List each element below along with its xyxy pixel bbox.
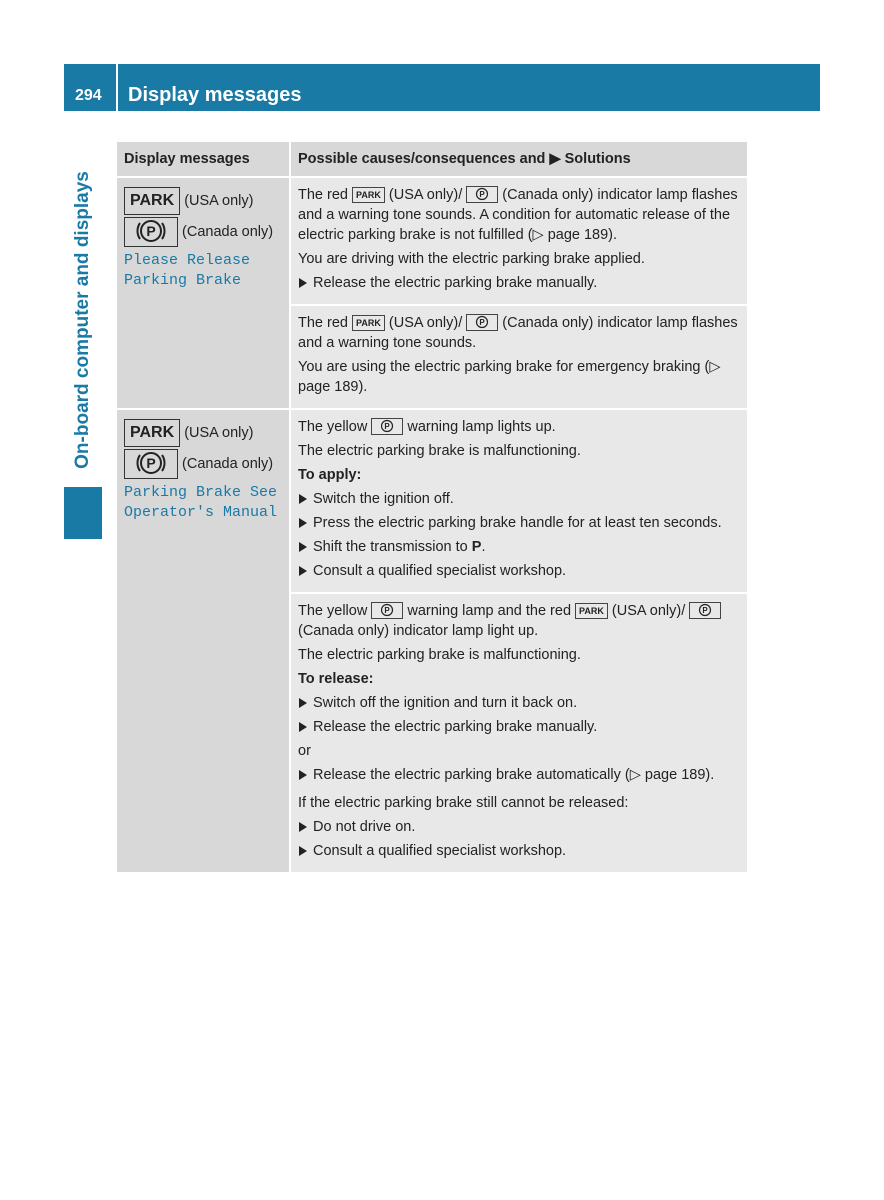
cause-text: If the electric parking brake still cannot be released: (298, 795, 629, 811)
svg-text:P: P (702, 606, 708, 615)
svg-text:P: P (384, 422, 391, 431)
park-small-icon: PARK (352, 187, 385, 203)
arrow-right-icon: ▶ (549, 151, 561, 167)
cause-text: You are driving with the electric parking brake applied. (298, 251, 645, 267)
svg-text:P: P (479, 190, 485, 199)
park-small-icon: PARK (352, 315, 385, 331)
parking-brake-small-icon (689, 602, 721, 619)
solution-step: Switch the ignition off. (298, 489, 740, 509)
header-divider (116, 64, 118, 111)
parking-brake-small-icon (371, 602, 403, 619)
park-indicator-icon: PARK (124, 419, 180, 447)
cause-text: You are using the electric parking brake for emergency braking (▷ page 189). (298, 359, 721, 395)
parking-brake-icon (124, 449, 178, 479)
display-message-line1: Parking Brake See (124, 484, 278, 501)
display-message-line1: Please Release (124, 252, 251, 269)
table-header-row (117, 142, 747, 177)
usa-label: (USA only) (184, 193, 254, 209)
cause-text: The red PARK (USA only)/ P (Canada only) indicator lamp flashes and a warning tone sounds. (298, 315, 738, 351)
section-heading: To release: (298, 671, 374, 687)
parking-brake-small-icon (371, 418, 403, 435)
solution-step: Shift the transmission to P. (298, 537, 740, 557)
solution-step: Consult a qualified specialist workshop. (298, 841, 740, 861)
table-row (117, 177, 747, 305)
message-cell (117, 177, 290, 409)
svg-text:P: P (479, 318, 485, 327)
page-number: 294 (75, 87, 102, 104)
svg-text:P: P (384, 606, 391, 615)
message-cell (117, 409, 290, 872)
cause-text: The electric parking brake is malfunctioning. (298, 443, 581, 459)
solution-step: Press the electric parking brake handle for at least ten seconds. (298, 513, 740, 533)
side-tab-marker (64, 487, 102, 539)
cause-text: The yellow P warning lamp and the red PARK (USA only)/ P (Canada only) indicator lamp light up. (298, 601, 740, 641)
solution-step: Switch off the ignition and turn it back on. (298, 693, 740, 713)
cause-cell (290, 409, 747, 593)
table-row (117, 409, 747, 593)
solution-step: Do not drive on. (298, 817, 740, 837)
parking-brake-small-icon (466, 186, 498, 203)
solution-step: Release the electric parking brake automatically (▷ page 189). (298, 765, 740, 785)
col-header-causes (290, 142, 747, 177)
park-small-icon: PARK (575, 603, 608, 619)
svg-text:P: P (146, 455, 156, 471)
parking-brake-small-icon (466, 314, 498, 331)
cause-cell (290, 305, 747, 409)
display-message-line2: Operator's Manual (124, 504, 278, 521)
page-title: Display messages (128, 84, 302, 106)
col-header-causes-label: Possible causes/consequences and (298, 151, 546, 167)
parking-brake-icon (124, 217, 178, 247)
canada-label: (Canada only) (182, 223, 274, 240)
park-indicator-icon: PARK (124, 187, 180, 215)
canada-label: (Canada only) (182, 455, 274, 472)
display-messages-table (117, 142, 747, 872)
col-header-solutions-label: Solutions (564, 151, 631, 167)
cause-cell (290, 593, 747, 872)
side-tab-label: On-board computer and displays (72, 171, 93, 469)
solution-step: Release the electric parking brake manually. (298, 273, 740, 293)
cause-text: The electric parking brake is malfunctioning. (298, 647, 581, 663)
usa-label: (USA only) (184, 425, 254, 441)
cause-cell (290, 177, 747, 305)
col-header-display-messages: Display messages (117, 142, 290, 177)
solution-step: Consult a qualified specialist workshop. (298, 561, 740, 581)
cause-text: The red PARK (USA only)/ P (Canada only) indicator lamp flashes and a warning tone sounds. A condition for automatic release of the electric parking brake is not fulfilled (▷ page 189). (298, 187, 738, 243)
cause-text: The yellow P warning lamp lights up. (298, 419, 556, 435)
section-heading: To apply: (298, 467, 362, 483)
svg-text:P: P (146, 223, 156, 239)
solution-step: Release the electric parking brake manually. (298, 717, 740, 737)
display-message-line2: Parking Brake (124, 272, 242, 289)
or-separator: or (298, 743, 311, 759)
